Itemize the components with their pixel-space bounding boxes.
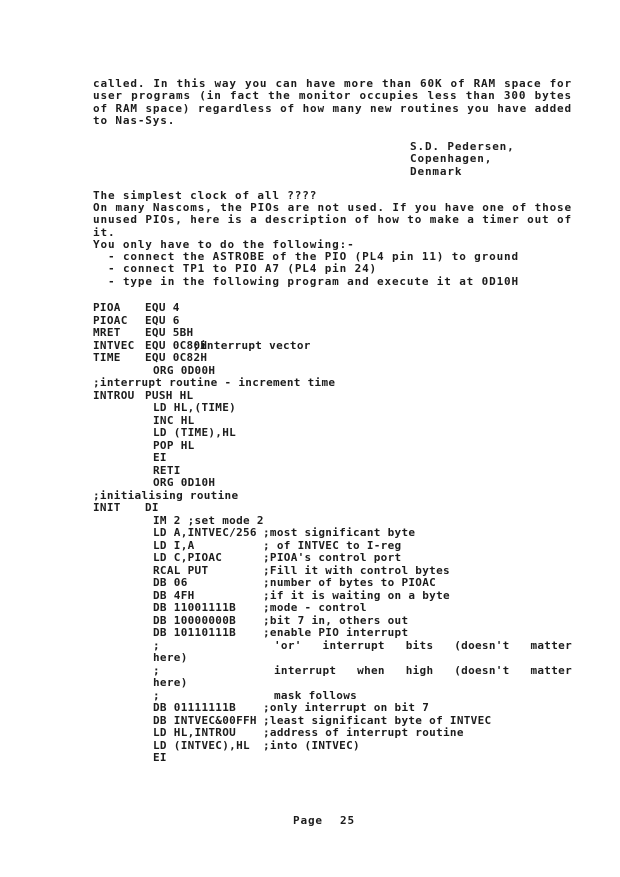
code-instruction: LD HL,(TIME) <box>153 401 237 414</box>
intro-paragraph-line: user programs (in fact the monitor occupies less than 300 bytes <box>93 89 572 103</box>
code-comment: ;into (INTVEC) <box>263 738 360 752</box>
code-instruction: ORG 0D00H <box>153 363 216 377</box>
code-instruction: here) <box>153 676 188 689</box>
code-instruction: RCAL PUT <box>153 563 209 577</box>
signature-line: Copenhagen, <box>410 152 493 166</box>
code-instruction: ORG 0D10H <box>153 476 216 489</box>
code-label: PIOAC <box>93 313 128 327</box>
code-label: PIOA <box>93 301 121 314</box>
code-comment: ; of INTVEC to I-reg <box>263 538 402 552</box>
code-instruction: EQU 0C80H <box>145 338 208 352</box>
code-instruction: LD C,PIOAC <box>153 551 223 564</box>
code-instruction: IM 2 ;set mode 2 <box>153 513 264 527</box>
instructions-intro: You only have to do the following:- <box>93 238 355 251</box>
signature-line: S.D. Pedersen, <box>410 140 515 153</box>
signature-line: Denmark <box>410 164 463 178</box>
code-instruction: EQU 6 <box>145 313 180 327</box>
code-instruction: DB 10000000B <box>153 613 237 627</box>
code-comment: ;enable PIO interrupt <box>263 626 409 639</box>
section-paragraph-line: unused PIOs, here is a description of how to make a timer out of <box>93 213 572 227</box>
code-comment: mask follows <box>274 688 358 702</box>
code-comment: ;Fill it with control bytes <box>263 563 450 577</box>
code-instruction: DB 11001111B <box>153 601 237 614</box>
code-instruction: LD (INTVEC),HL <box>153 738 250 752</box>
code-label: INTROU <box>93 388 135 402</box>
code-label: INIT <box>93 501 121 514</box>
page-label: Page <box>293 814 323 827</box>
code-comment: ;interrupt vector <box>193 338 311 352</box>
code-instruction: DB INTVEC&00FFH <box>153 713 257 727</box>
code-instruction: LD I,A <box>153 538 195 552</box>
code-label: TIME <box>93 351 121 364</box>
code-instruction: RETI <box>153 463 181 477</box>
code-comment: ;bit 7 in, others out <box>263 613 409 627</box>
code-instruction: DB 10110111B <box>153 626 237 639</box>
code-instruction: PUSH HL <box>145 388 194 402</box>
section-paragraph-line: On many Nascoms, the PIOs are not used. If you have one of those <box>93 201 572 214</box>
code-instruction: here) <box>153 651 188 664</box>
code-comment: interrupt when high (doesn't matter <box>274 663 572 677</box>
code-comment: ;address of interrupt routine <box>263 726 464 739</box>
section-title: The simplest clock of all ???? <box>93 189 318 202</box>
code-instruction: POP HL <box>153 438 195 452</box>
instruction-item: - connect the ASTROBE of the PIO (PL4 pin 11) to ground <box>108 250 519 263</box>
code-comment-line: ;interrupt routine - increment time <box>93 376 336 389</box>
code-label: MRET <box>93 326 121 339</box>
code-instruction: INC HL <box>153 413 195 427</box>
code-comment: ;least significant byte of INTVEC <box>263 713 492 727</box>
code-comment: ;most significant byte <box>263 526 416 539</box>
code-comment: ;mode - control <box>263 601 367 614</box>
code-instruction: EI <box>153 751 167 764</box>
code-instruction: EQU 4 <box>145 301 180 314</box>
instruction-item: - type in the following program and execute it at 0D10H <box>108 274 519 288</box>
code-instruction: ; <box>153 663 160 677</box>
code-label: INTVEC <box>93 338 135 352</box>
code-instruction: LD (TIME),HL <box>153 426 237 439</box>
intro-paragraph-line: called. In this way you can have more than 60K of RAM space for <box>93 77 572 90</box>
code-instruction: LD A,INTVEC/256 <box>153 526 257 539</box>
section-paragraph-line: it. <box>93 225 116 239</box>
code-instruction: EQU 5BH <box>145 326 194 339</box>
instruction-item: - connect TP1 to PIO A7 (PL4 pin 24) <box>108 262 378 276</box>
code-instruction: DI <box>145 501 159 514</box>
code-comment: ;PIOA's control port <box>263 551 402 564</box>
code-comment: 'or' interrupt bits (doesn't matter <box>274 638 572 652</box>
code-instruction: ; <box>153 638 160 652</box>
code-instruction: DB 06 <box>153 576 188 589</box>
page-number: 25 <box>340 814 355 827</box>
code-instruction: EI <box>153 451 167 464</box>
intro-paragraph-line: to Nas-Sys. <box>93 113 176 127</box>
intro-paragraph-line: of RAM space) regardless of how many new routines you have added <box>93 101 572 115</box>
code-comment: ;number of bytes to PIOAC <box>263 576 437 589</box>
code-instruction: DB 4FH <box>153 588 195 602</box>
code-instruction: LD HL,INTROU <box>153 726 237 739</box>
code-comment-line: ;initialising routine <box>93 488 239 502</box>
code-comment: ;if it is waiting on a byte <box>263 588 450 602</box>
code-instruction: EQU 0C82H <box>145 351 208 364</box>
code-instruction: ; <box>153 688 160 702</box>
code-comment: ;only interrupt on bit 7 <box>263 701 430 714</box>
code-instruction: DB 01111111B <box>153 701 237 714</box>
